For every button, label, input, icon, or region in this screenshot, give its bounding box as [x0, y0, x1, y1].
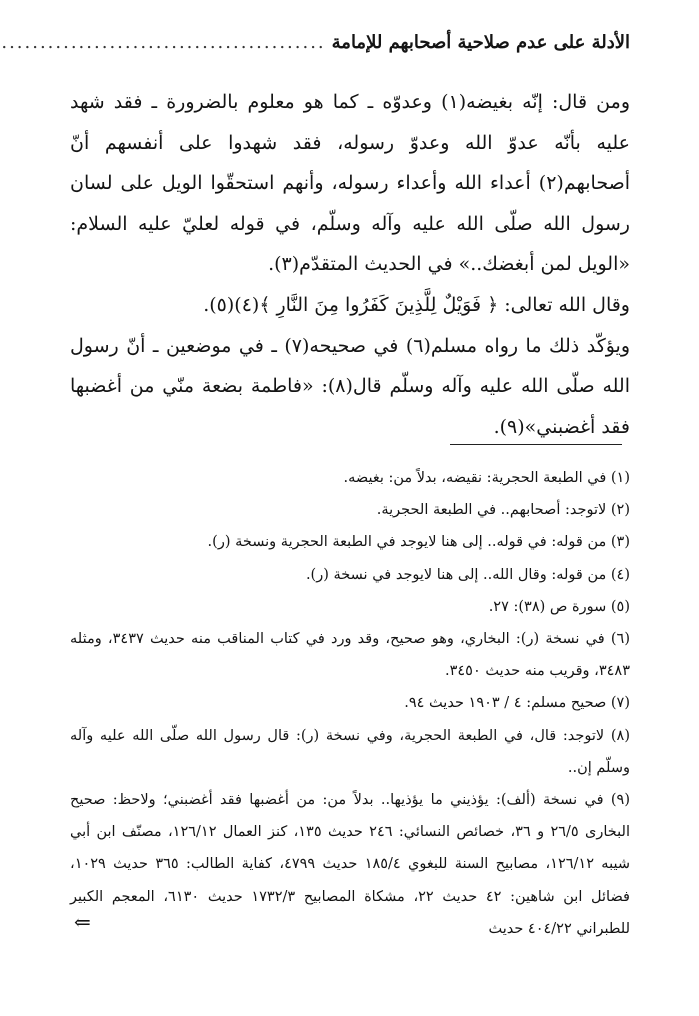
footnote: (٥) سورة ص (٣٨): ٢٧.: [488, 598, 630, 615]
footnote: (٢) لاتوجد: أصحابهم.. في الطبعة الحجرية.: [376, 502, 630, 519]
footnotes: [70, 462, 630, 945]
footnote: (٨) لاتوجد: قال، في الطبعة الحجرية، وفي نسخة (ر): قال رسول الله صلّى الله عليه وآله وسلّم إن..: [70, 727, 630, 776]
header-leader-dots: ..........................................: [1, 32, 326, 53]
footnote: (٦) في نسخة (ر): البخاري، وهو صحيح، وقد ورد في كتاب المناقب منه حديث ٣٤٣٧، ومثله ٣٤٨٣، وقريب منه حديث ٣٤٥٠.: [70, 631, 631, 680]
paragraph: ومن قال: إنّه بغيضه(١) وعدوّه ـ كما هو معلوم بالضرورة ـ فقد شهد عليه بأنّه عدوّ الله وعدوّ رسوله، فقد شهدوا على أنفسهم أنّ أصحابهم(٢) أعداء الله وأعداء رسوله، وأنهم استحقّوا الويل على لسان رسول الله صلّى الله عليه وآله وسلّم، في قوله لعليّ عليه السلام: «الويل لمن أبغضك..» في الحديث المتقدّم(٣).: [70, 91, 630, 276]
footnote: (٤) من قوله: وقال الله.. إلى هنا لايوجد في نسخة (ر).: [305, 566, 630, 583]
continuation-arrow-icon: ⇐: [74, 910, 91, 934]
footnote-separator: [450, 444, 622, 445]
main-text: [70, 82, 630, 447]
footnote: (١) في الطبعة الحجرية: نقيضه، بدلاً من: بغيضه.: [343, 470, 630, 486]
paragraph: وقال الله تعالى: ﴿ فَوَيْلٌ لِلَّذِينَ كَفَرُوا مِنَ النَّارِ ﴾(٤)(٥).: [203, 293, 630, 316]
paragraph: ويؤكّد ذلك ما رواه مسلم(٦) في صحيحه(٧) ـ في موضعين ـ أنّ رسول الله صلّى الله عليه وآله وسلّم قال(٨): «فاطمة بضعة منّي من أغضبها فقد أغضبني»(٩).: [70, 334, 631, 438]
footnote: (٧) صحيح مسلم: ٤ / ١٩٠٣ حديث ٩٤.: [404, 695, 630, 712]
footnote: (٣) من قوله: في قوله.. إلى هنا لايوجد في الطبعة الحجرية ونسخة (ر).: [207, 534, 630, 551]
footnote: (٩) في نسخة (ألف): يؤذيني ما يؤذيها.. بدلاً من: من أغضبها فقد أغضبني؛ ولاحظ: صحيح البخارى ٢٦/٥ و ٣٦، خصائص النسائي: ٢٤٦ حديث ١٣٥، كنز العمال ١٢٦/١٢، مصنّف ابن أبي شيبه ١٢٦/١٢، مصابيح السنة للبغوي ١٨٥/٤ حديث ٤٧٩٩، كفاية الطالب: ٣٦٥ حديث ١٠٢٩، فضائل ابن شاهين: ٤٢ حديث ٢٢، مشكاة المصابيح ١٧٣٢/٣ حديث ٦١٣٠، المعجم الكبير للطبراني ٤٠٤/٢٢ حديث: [70, 792, 630, 937]
running-header: [1, 32, 630, 62]
header-title: الأدلة على عدم صلاحية أصحابهم للإمامة: [331, 32, 630, 53]
